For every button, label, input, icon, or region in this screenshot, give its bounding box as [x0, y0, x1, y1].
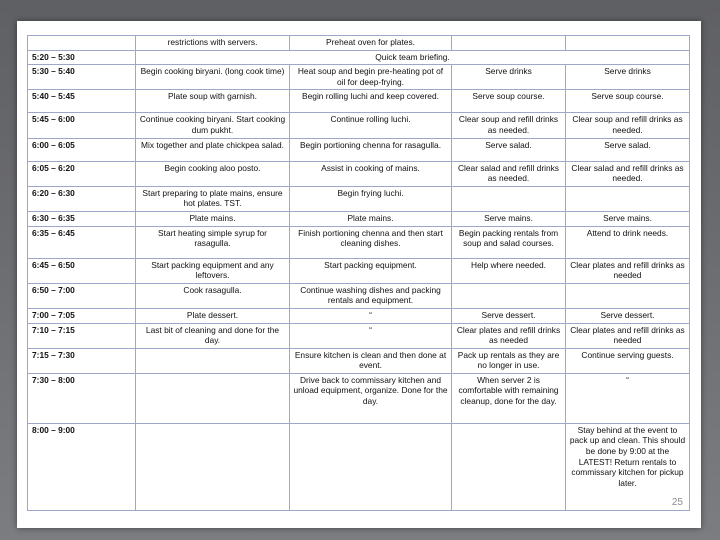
time-cell: 6:00 – 6:05: [28, 138, 136, 161]
task-cell-4: Serve mains.: [566, 211, 690, 226]
task-cell-1: Plate dessert.: [136, 308, 290, 323]
slide: [17, 21, 701, 528]
task-cell-4: Clear salad and refill drinks as needed.: [566, 161, 690, 186]
task-cell-4: Clear soup and refill drinks as needed.: [566, 113, 690, 138]
time-cell: 7:10 – 7:15: [28, 323, 136, 348]
table-row: [28, 113, 690, 138]
table-row: [28, 161, 690, 186]
time-cell: 5:20 – 5:30: [28, 50, 136, 65]
task-cell-4: Clear plates and refill drinks as needed: [566, 258, 690, 283]
table-row: [28, 423, 690, 510]
task-cell-3: [452, 36, 566, 51]
time-cell: 7:00 – 7:05: [28, 308, 136, 323]
task-cell-1: Start packing equipment and any leftovers.: [136, 258, 290, 283]
time-cell: 6:45 – 6:50: [28, 258, 136, 283]
task-cell-4: Continue serving guests.: [566, 348, 690, 373]
task-cell-1: [136, 423, 290, 510]
task-cell-2: Begin portioning chenna for rasagulla.: [290, 138, 452, 161]
task-cell-2: Heat soup and begin pre-heating pot of oil for deep-frying.: [290, 65, 452, 90]
task-cell-4: Clear plates and refill drinks as needed: [566, 323, 690, 348]
table-row: [28, 348, 690, 373]
table-row: [28, 50, 690, 65]
task-cell-2: “: [290, 308, 452, 323]
task-cell-2: Start packing equipment.: [290, 258, 452, 283]
table-row: [28, 211, 690, 226]
task-cell-1: Start preparing to plate mains, ensure hot plates. TST.: [136, 186, 290, 211]
task-cell-4: [566, 283, 690, 308]
task-cell-2: Drive back to commissary kitchen and unload equipment, organize. Done for the day.: [290, 373, 452, 423]
task-cell-3: When server 2 is comfortable with remaining cleanup, done for the day.: [452, 373, 566, 423]
task-cell-1: Start heating simple syrup for rasagulla.: [136, 226, 290, 258]
task-cell-4: [566, 36, 690, 51]
task-cell-3: Serve salad.: [452, 138, 566, 161]
task-cell-2: “: [290, 323, 452, 348]
task-cell-3: Clear salad and refill drinks as needed.: [452, 161, 566, 186]
task-cell-1: Mix together and plate chickpea salad.: [136, 138, 290, 161]
table-row: [28, 283, 690, 308]
task-cell-2: Ensure kitchen is clean and then done at event.: [290, 348, 452, 373]
briefing-cell: Quick team briefing.: [136, 50, 690, 65]
task-cell-3: Serve drinks: [452, 65, 566, 90]
task-cell-4: Serve dessert.: [566, 308, 690, 323]
task-cell-1: Plate soup with garnish.: [136, 90, 290, 113]
schedule-table: [27, 35, 690, 511]
task-cell-2: Finish portioning chenna and then start cleaning dishes.: [290, 226, 452, 258]
task-cell-3: [452, 423, 566, 510]
task-cell-2: Begin rolling luchi and keep covered.: [290, 90, 452, 113]
task-cell-2: Preheat oven for plates.: [290, 36, 452, 51]
task-cell-3: Serve dessert.: [452, 308, 566, 323]
table-row: [28, 186, 690, 211]
task-cell-3: Help where needed.: [452, 258, 566, 283]
task-cell-4: Stay behind at the event to pack up and clean. This should be done by 9:00 at the LATEST! Return rentals to commissary kitchen for pickup later.: [566, 423, 690, 510]
task-cell-2: [290, 423, 452, 510]
table-row: [28, 323, 690, 348]
time-cell: 6:05 – 6:20: [28, 161, 136, 186]
task-cell-2: Continue rolling luchi.: [290, 113, 452, 138]
task-cell-1: [136, 348, 290, 373]
time-cell: 5:30 – 5:40: [28, 65, 136, 90]
time-cell: 7:15 – 7:30: [28, 348, 136, 373]
task-cell-3: Clear plates and refill drinks as needed: [452, 323, 566, 348]
time-cell: 6:35 – 6:45: [28, 226, 136, 258]
task-cell-1: Plate mains.: [136, 211, 290, 226]
table-row: [28, 65, 690, 90]
task-cell-3: [452, 186, 566, 211]
task-cell-4: “: [566, 373, 690, 423]
task-cell-3: Serve mains.: [452, 211, 566, 226]
task-cell-4: Serve salad.: [566, 138, 690, 161]
time-cell: 6:30 – 6:35: [28, 211, 136, 226]
task-cell-1: [136, 373, 290, 423]
time-cell: [28, 36, 136, 51]
task-cell-4: Attend to drink needs.: [566, 226, 690, 258]
table-row: [28, 138, 690, 161]
task-cell-2: Assist in cooking of mains.: [290, 161, 452, 186]
table-row: [28, 226, 690, 258]
task-cell-2: Continue washing dishes and packing rentals and equipment.: [290, 283, 452, 308]
table-row: [28, 373, 690, 423]
task-cell-4: Serve soup course.: [566, 90, 690, 113]
time-cell: 8:00 – 9:00: [28, 423, 136, 510]
task-cell-3: Pack up rentals as they are no longer in use.: [452, 348, 566, 373]
task-cell-3: Serve soup course.: [452, 90, 566, 113]
task-cell-2: Plate mains.: [290, 211, 452, 226]
table-row: [28, 258, 690, 283]
task-cell-1: Last bit of cleaning and done for the day.: [136, 323, 290, 348]
time-cell: 5:45 – 6:00: [28, 113, 136, 138]
task-cell-3: Clear soup and refill drinks as needed.: [452, 113, 566, 138]
time-cell: 6:50 – 7:00: [28, 283, 136, 308]
table-row: [28, 90, 690, 113]
task-cell-1: Continue cooking biryani. Start cooking dum pukht.: [136, 113, 290, 138]
time-cell: 6:20 – 6:30: [28, 186, 136, 211]
task-cell-2: Begin frying luchi.: [290, 186, 452, 211]
task-cell-3: Begin packing rentals from soup and salad courses.: [452, 226, 566, 258]
time-cell: 5:40 – 5:45: [28, 90, 136, 113]
task-cell-4: Serve drinks: [566, 65, 690, 90]
task-cell-1: Begin cooking biryani. (long cook time): [136, 65, 290, 90]
task-cell-1: Cook rasagulla.: [136, 283, 290, 308]
task-cell-1: Begin cooking aloo posto.: [136, 161, 290, 186]
table-row: [28, 36, 690, 51]
table-row: [28, 308, 690, 323]
task-cell-3: [452, 283, 566, 308]
page-number: 25: [671, 497, 683, 508]
task-cell-1: restrictions with servers.: [136, 36, 290, 51]
time-cell: 7:30 – 8:00: [28, 373, 136, 423]
task-cell-4: [566, 186, 690, 211]
